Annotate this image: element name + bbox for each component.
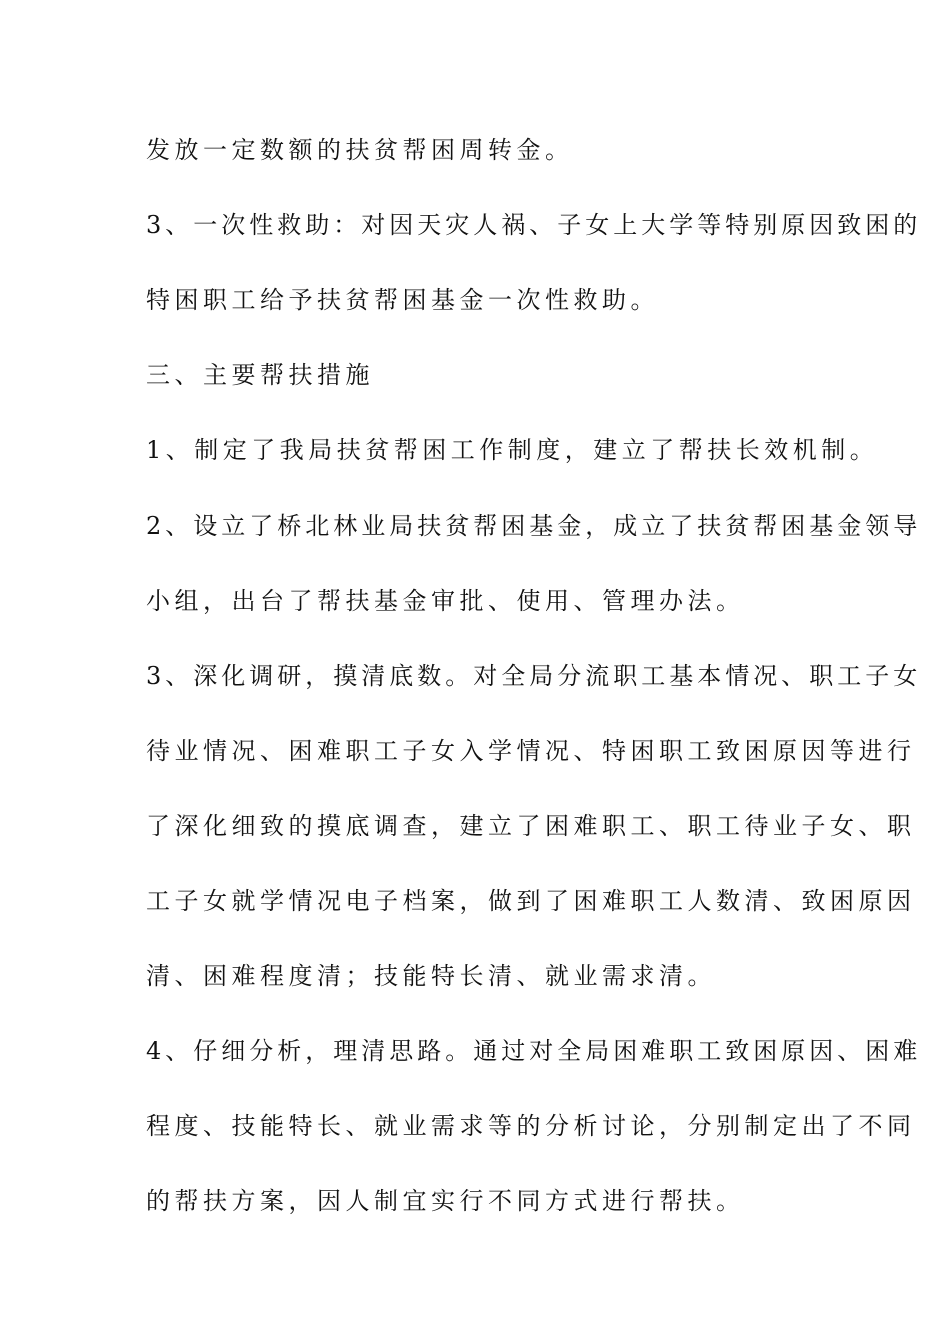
text-line-measure-4-continued-1: 程度、技能特长、就业需求等的分析讨论，分别制定出了不同 [146,1112,916,1140]
text-line-measure-3-continued-4: 清、困难程度清；技能特长清、就业需求清。 [146,962,716,990]
text-line-measure-4-continued-2: 的帮扶方案，因人制宜实行不同方式进行帮扶。 [146,1187,745,1215]
text-line-measure-4: 4、仔细分析，理清思路。通过对全局困难职工致困原因、困难 [146,1037,922,1065]
text-line-measure-3-continued-1: 待业情况、困难职工子女入学情况、特困职工致困原因等进行 [146,737,916,765]
section-heading-main-measures: 三、主要帮扶措施 [146,361,374,389]
text-line-measure-1: 1、制定了我局扶贫帮困工作制度，建立了帮扶长效机制。 [146,436,879,464]
text-line-measure-2: 2、设立了桥北林业局扶贫帮困基金，成立了扶贫帮困基金领导 [146,512,922,540]
text-line-item-3-one-time-aid: 3、一次性救助：对因天灾人祸、子女上大学等特别原因致困的 [146,211,922,239]
text-line-measure-3: 3、深化调研，摸清底数。对全局分流职工基本情况、职工子女 [146,662,922,690]
text-line-item-3-continued: 特困职工给予扶贫帮困基金一次性救助。 [146,286,659,314]
text-line-measure-3-continued-2: 了深化细致的摸底调查，建立了困难职工、职工待业子女、职 [146,812,916,840]
text-line-measure-3-continued-3: 工子女就学情况电子档案，做到了困难职工人数清、致困原因 [146,887,916,915]
text-line-carryover: 发放一定数额的扶贫帮困周转金。 [146,136,574,164]
text-line-measure-2-continued: 小组，出台了帮扶基金审批、使用、管理办法。 [146,587,745,615]
